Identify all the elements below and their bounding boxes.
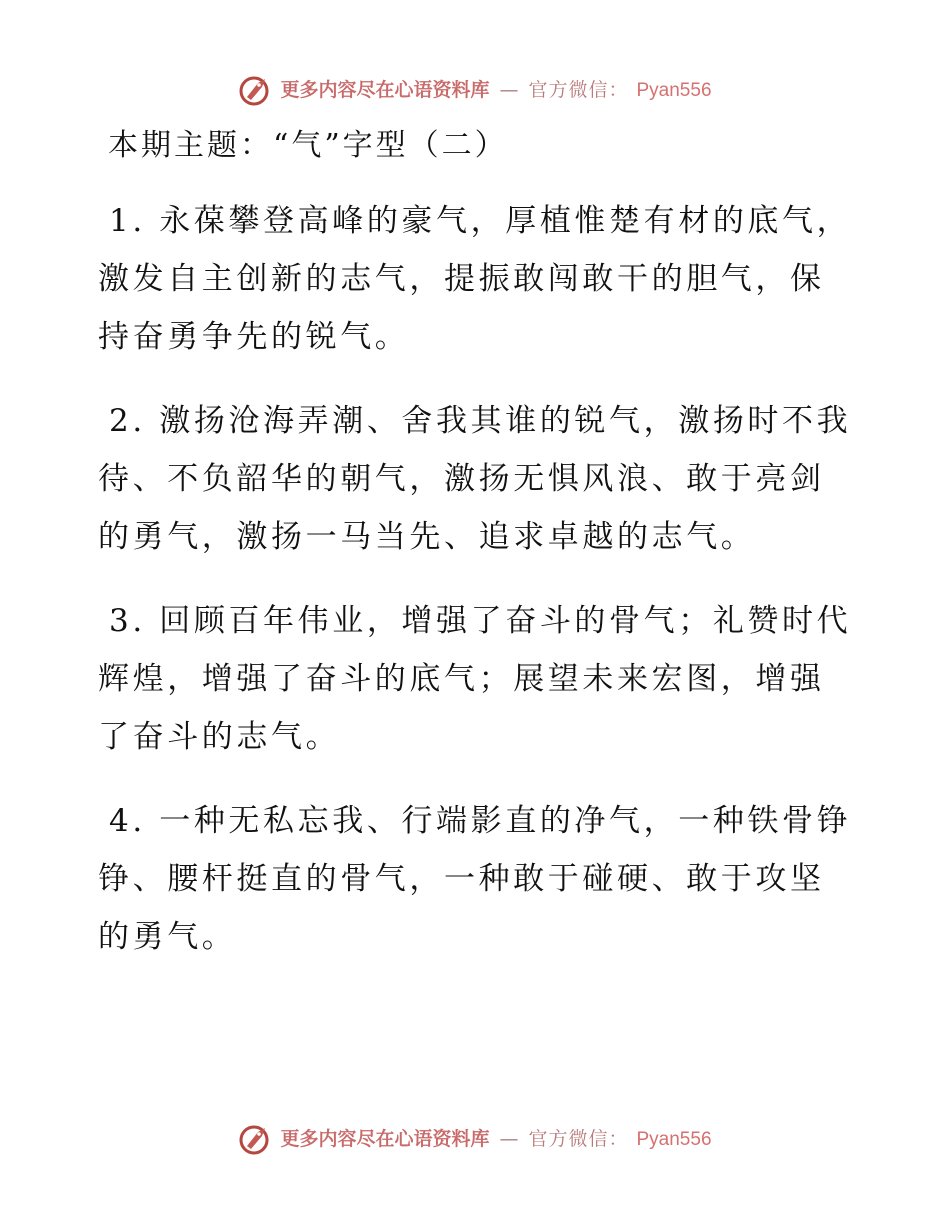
- banner-sub-text: 官方微信：: [528, 1127, 629, 1150]
- banner-dash: —: [499, 78, 519, 101]
- banner-main-text: 更多内容尽在心语资料库: [280, 78, 490, 101]
- paragraph-3: 3. 回顾百年伟业，增强了奋斗的骨气；礼赞时代辉煌，增强了奋斗的底气；展望未来宏图，增强了奋斗的志气。: [98, 603, 852, 755]
- banner-wechat-id: Pyan556: [636, 79, 712, 101]
- pen-nib-logo-icon: [238, 1122, 272, 1156]
- header-banner: [0, 70, 950, 110]
- paragraph-2: 2. 激扬沧海弄潮、舍我其谁的锐气，激扬时不我待、不负韶华的朝气，激扬无惧风浪、敢于亮剑的勇气，激扬一马当先、追求卓越的志气。: [98, 403, 852, 555]
- footer-banner: [0, 1119, 950, 1159]
- paragraph-1: 1. 永葆攀登高峰的豪气，厚植惟楚有材的底气，激发自主创新的志气，提振敢闯敢干的胆气，保持奋勇争先的锐气。: [98, 203, 852, 355]
- banner-main-text: 更多内容尽在心语资料库: [280, 1127, 490, 1150]
- pen-nib-logo-icon: [238, 73, 272, 107]
- document-body: [98, 122, 858, 992]
- document-title: 本期主题：“气”字型（二）: [108, 128, 508, 163]
- banner-dash: —: [499, 1127, 519, 1150]
- banner-wechat-id: Pyan556: [636, 1128, 712, 1150]
- banner-sub-text: 官方微信：: [528, 78, 629, 101]
- paragraph-4: 4. 一种无私忘我、行端影直的净气，一种铁骨铮铮、腰杆挺直的骨气，一种敢于碰硬、敢于攻坚的勇气。: [98, 803, 852, 955]
